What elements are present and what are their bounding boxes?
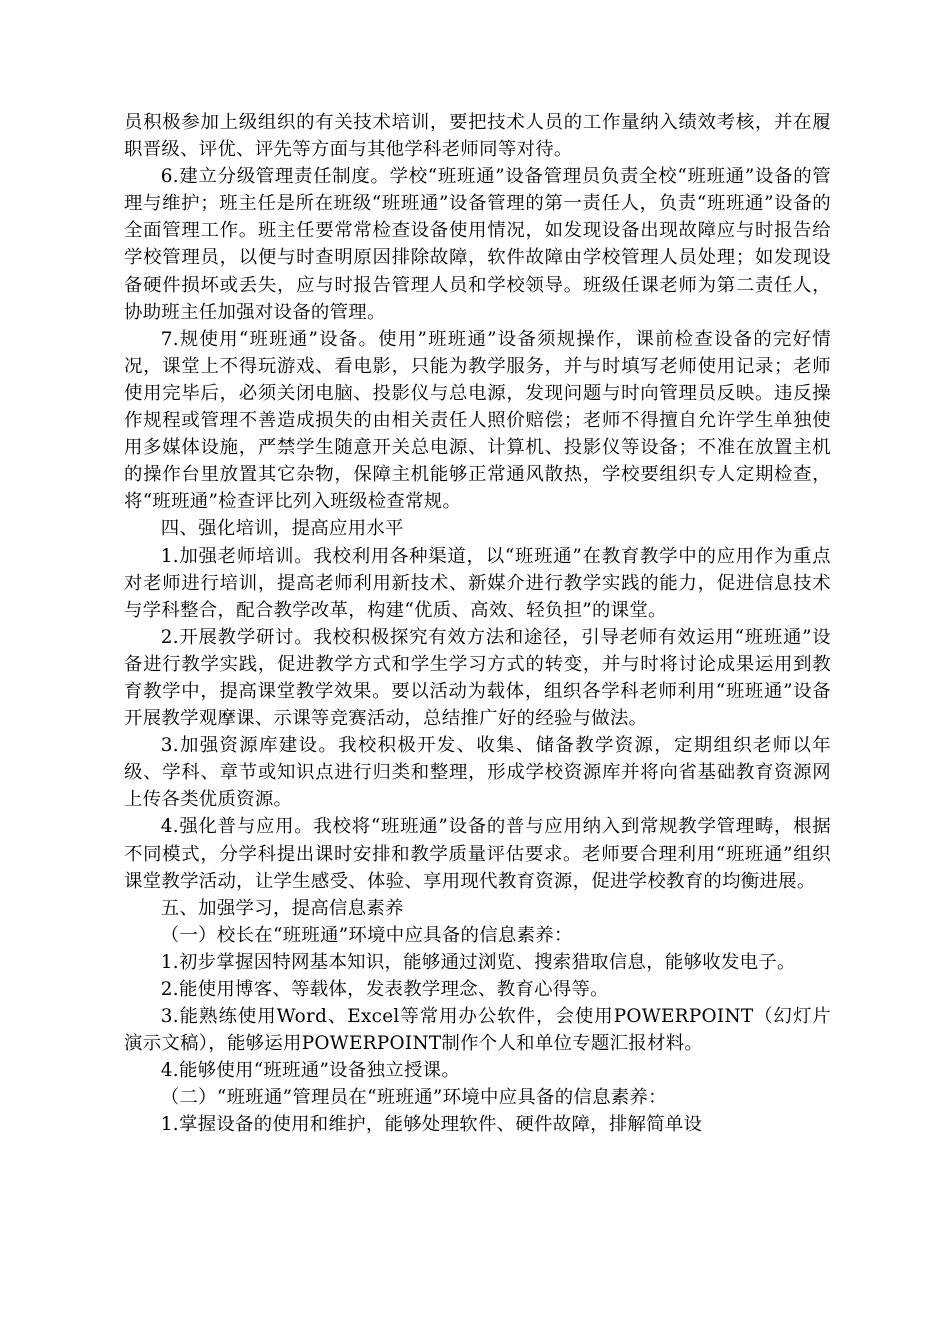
paragraph-training-3: 3.加强资源库建设。我校积极开发、收集、储备教学资源，定期组织老师以年级、学科、章节或知识点进行归类和整理，形成学校资源库并将向省基础教育资源网上传各类优质资源。 <box>124 735 831 811</box>
paragraph-principal-4: 4.能够使用“班班通”设备独立授课。 <box>160 1060 461 1082</box>
paragraph-continuation: 员积极参加上级组织的有关技术培训，要把技术人员的工作量纳入绩效考核，并在履职晋级、评优、评先等方面与其他学科老师同等对待。 <box>124 112 831 161</box>
section-heading-4: 四、强化培训，提高应用水平 <box>160 518 404 540</box>
paragraph-principal-2: 2.能使用博客、等载体，发表教学理念、教育心得等。 <box>160 979 609 1000</box>
document-body <box>124 109 831 1139</box>
paragraph-principal-1: 1.初步掌握因特网基本知识，能够通过浏览、搜索猎取信息，能够收发电子。 <box>160 951 796 973</box>
section-heading-5: 五、加强学习，提高信息素养 <box>160 897 404 919</box>
paragraph-training-1: 1.加强老师培训。我校利用各种渠道，以“班班通”在教育教学中的应用作为重点对老师进行培训，提高老师利用新技术、新媒介进行教学实践的能力，促进信息技术与学科整合，配合教学改革，构建“优质、高效、轻负担”的课堂。 <box>124 545 831 621</box>
paragraph-principal-3: 3.能熟练使用Word、Excel等常用办公软件，会使用POWERPOINT（幻灯片演示文稿），能够运用POWERPOINT制作个人和单位专题汇报材料。 <box>124 1006 831 1055</box>
subsection-heading-1: （一）校长在“班班通”环境中应具备的信息素养： <box>160 924 573 946</box>
paragraph-training-4: 4.强化普与应用。我校将“班班通”设备的普与应用纳入到常规教学管理畴，根据不同模式，分学科提出课时安排和教学质量评估要求。老师要合理利用“班班通”组织课堂教学活动，让学生感受、体验、享用现代教育资源，促进学校教育的均衡进展。 <box>124 816 831 892</box>
subsection-heading-2: （二）“班班通”管理员在“班班通”环境中应具备的信息素养： <box>160 1087 667 1109</box>
paragraph-training-2: 2.开展教学研讨。我校积极探究有效方法和途径，引导老师有效运用“班班通”设备进行教学实践，促进教学方式和学生学习方式的转变，并与时将讨论成果运用到教育教学中，提高课堂教学效果。要以活动为载体，组织各学科老师利用“班班通”设备开展教学观摩课、示课等竞赛活动，总结推广好的经验与做法。 <box>124 626 831 730</box>
paragraph-item-6: 6.建立分级管理责任制度。学校“班班通”设备管理员负责全校“班班通”设备的管理与维护；班主任是所在班级“班班通”设备管理的第一责任人，负责“班班通”设备的全面管理工作。班主任要常常检查设备使用情况，如发现设备出现故障应与时报告给学校管理员，以便与时查明原因排除故障，软件故障由学校管理人员处理；如发现设备硬件损坏或丢失，应与时报告管理人员和学校领导。班级任课老师为第二责任人，协助班主任加强对设备的管理。 <box>124 166 831 323</box>
paragraph-admin-1: 1.掌握设备的使用和维护，能够处理软件、硬件故障，排解简单设 <box>160 1114 703 1136</box>
paragraph-item-7: 7.规使用“班班通”设备。使用”班班通”设备须规操作，课前检查设备的完好情况，课堂上不得玩游戏、看电影，只能为教学服务，并与时填写老师使用记录；老师使用完毕后，必须关闭电脑、投影仪与总电源，发现问题与时向管理员反映。违反操作规程或管理不善造成损失的由相关责任人照价赔偿；老师不得擅自允许学生单独使用多媒体设施，严禁学生随意开关总电源、计算机、投影仪等设备；不准在放置主机的操作台里放置其它杂物，保障主机能够正常通风散热，学校要组织专人定期检查，将“班班通”检查评比列入班级检查常规。 <box>124 328 831 513</box>
